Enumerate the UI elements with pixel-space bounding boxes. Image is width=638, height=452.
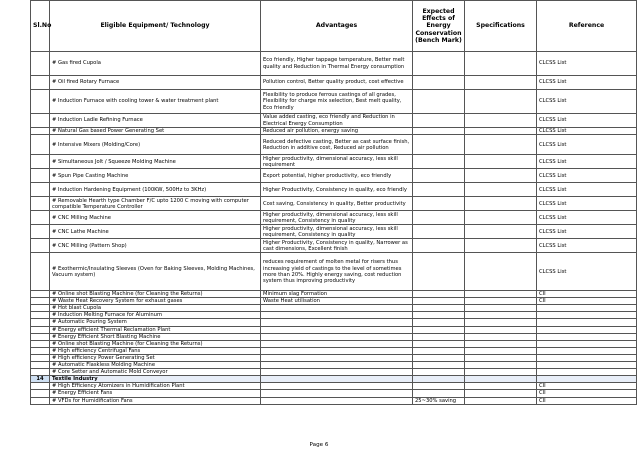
- energy-cell: [413, 326, 465, 333]
- spreadsheet-page: [30, 0, 636, 405]
- energy-cell: [413, 211, 465, 225]
- equipment-cell: # Induction Furnace with cooling tower & water treatment plant: [50, 90, 261, 114]
- energy-cell: [413, 383, 465, 390]
- equipment-cell: # Intensive Mixers (Molding/Core): [50, 135, 261, 155]
- table-row: [31, 211, 637, 225]
- table-row: [31, 326, 637, 333]
- equipment-cell: # Energy Efficient Short Blasting Machine: [50, 333, 261, 340]
- energy-cell: [413, 291, 465, 298]
- reference-cell: [537, 369, 637, 376]
- specifications-cell: [465, 128, 537, 135]
- reference-cell: [537, 333, 637, 340]
- reference-cell: [537, 362, 637, 369]
- advantages-cell: [261, 312, 413, 319]
- energy-cell: [413, 135, 465, 155]
- equipment-cell: # Removable Hearth type Chamber F/C upto 1200 C moving with computer compatible Temperature Controller: [50, 197, 261, 211]
- sl-cell: [31, 52, 50, 76]
- equipment-cell: # VFDs for Humidification Fans: [50, 397, 261, 404]
- specifications-cell: [465, 253, 537, 291]
- specifications-cell: [465, 114, 537, 128]
- page-number: Page 6: [309, 442, 329, 448]
- table-row: [31, 155, 637, 169]
- table-row: [31, 397, 637, 404]
- specifications-cell: [465, 225, 537, 239]
- specifications-cell: [465, 333, 537, 340]
- equipment-cell: # Automatic Pouring System: [50, 319, 261, 326]
- specifications-cell: [465, 90, 537, 114]
- equipment-cell: # Exothermic/Insulating Sleeves (Oven for Baking Sleeves, Molding Machines, Vacuum system): [50, 253, 261, 291]
- sl-cell: [31, 211, 50, 225]
- advantages-cell: Higher Productivity, Consistency in quality, Narrower as cast dimensions, Excellent finish: [261, 239, 413, 253]
- section-row: [31, 376, 637, 383]
- sl-cell: [31, 362, 50, 369]
- sl-cell: [31, 369, 50, 376]
- energy-cell: 25~30% saving: [413, 397, 465, 404]
- table-row: [31, 183, 637, 197]
- equipment-cell: # Oil fired Rotary Furnace: [50, 76, 261, 90]
- energy-cell: [413, 354, 465, 361]
- equipment-cell: # Online shot Blasting Machine (for Cleaning the Returns): [50, 340, 261, 347]
- advantages-cell: Pollution control, Better quality product, cost effective: [261, 76, 413, 90]
- reference-cell: CLCSS List: [537, 211, 637, 225]
- reference-cell: CLCSS List: [537, 135, 637, 155]
- advantages-cell: Higher productivity, dimensional accuracy, less skill requirement, Consistency in quality: [261, 211, 413, 225]
- sl-cell: [31, 128, 50, 135]
- sl-cell: [31, 114, 50, 128]
- sl-cell: [31, 239, 50, 253]
- reference-cell: CLCSS List: [537, 197, 637, 211]
- advantages-cell: [261, 397, 413, 404]
- energy-cell: [413, 376, 465, 383]
- header-specifications: Specifications: [465, 1, 537, 52]
- sl-cell: [31, 253, 50, 291]
- advantages-cell: [261, 333, 413, 340]
- equipment-cell: # Induction Melting Furnace for Aluminum: [50, 312, 261, 319]
- equipment-table: [30, 0, 637, 405]
- energy-cell: [413, 340, 465, 347]
- specifications-cell: [465, 326, 537, 333]
- table-row: [31, 347, 637, 354]
- reference-cell: CII: [537, 298, 637, 305]
- equipment-cell: # Gas fired Cupola: [50, 52, 261, 76]
- energy-cell: [413, 76, 465, 90]
- reference-cell: CLCSS List: [537, 90, 637, 114]
- specifications-cell: [465, 340, 537, 347]
- table-row: [31, 383, 637, 390]
- reference-cell: CLCSS List: [537, 52, 637, 76]
- advantages-cell: Higher Productivity, Consistency in quality, eco friendly: [261, 183, 413, 197]
- table-row: [31, 76, 637, 90]
- advantages-cell: Reduced air pollution, energy saving: [261, 128, 413, 135]
- advantages-cell: Reduced defective casting, Better as cast surface finish, Reduction in additive cost, Reduced air pollution: [261, 135, 413, 155]
- energy-cell: [413, 390, 465, 397]
- table-row: [31, 90, 637, 114]
- equipment-cell: # Automatic Flaskless Molding Machine: [50, 362, 261, 369]
- reference-cell: CLCSS List: [537, 169, 637, 183]
- reference-cell: [537, 319, 637, 326]
- advantages-cell: Waste Heat utilisation: [261, 298, 413, 305]
- equipment-cell: # Natural Gas based Power Generating Set: [50, 128, 261, 135]
- reference-cell: [537, 376, 637, 383]
- reference-cell: [537, 354, 637, 361]
- specifications-cell: [465, 390, 537, 397]
- sl-cell: [31, 197, 50, 211]
- reference-cell: CLCSS List: [537, 253, 637, 291]
- specifications-cell: [465, 319, 537, 326]
- energy-cell: [413, 239, 465, 253]
- energy-cell: [413, 114, 465, 128]
- table-row: [31, 305, 637, 312]
- table-row: [31, 291, 637, 298]
- sl-cell: [31, 312, 50, 319]
- sl-cell: [31, 326, 50, 333]
- advantages-cell: Higher productivity, dimensional accuracy, less skill requirement, Consistency in quality: [261, 225, 413, 239]
- specifications-cell: [465, 239, 537, 253]
- energy-cell: [413, 128, 465, 135]
- specifications-cell: [465, 183, 537, 197]
- advantages-cell: [261, 326, 413, 333]
- equipment-cell: # Energy Efficient Fans: [50, 390, 261, 397]
- sl-cell: [31, 354, 50, 361]
- equipment-cell: # Online shot Blasting Machine (for Cleaning the Returns): [50, 291, 261, 298]
- sl-cell: [31, 390, 50, 397]
- table-row: [31, 312, 637, 319]
- sl-cell: [31, 319, 50, 326]
- sl-cell: [31, 340, 50, 347]
- energy-cell: [413, 52, 465, 76]
- sl-cell: [31, 155, 50, 169]
- specifications-cell: [465, 312, 537, 319]
- equipment-cell: # CNC Milling Machine: [50, 211, 261, 225]
- table-row: [31, 362, 637, 369]
- reference-cell: [537, 340, 637, 347]
- equipment-cell: # CNC Lathe Machine: [50, 225, 261, 239]
- sl-cell: [31, 291, 50, 298]
- advantages-cell: Cost saving, Consistency in quality, Better productivity: [261, 197, 413, 211]
- advantages-cell: [261, 369, 413, 376]
- table-row: [31, 169, 637, 183]
- equipment-cell: # Induction Ladle Refining Furnace: [50, 114, 261, 128]
- sl-cell: [31, 347, 50, 354]
- advantages-cell: Export potential, higher productivity, eco friendly: [261, 169, 413, 183]
- table-row: [31, 128, 637, 135]
- specifications-cell: [465, 197, 537, 211]
- advantages-cell: Higher productivity, dimensional accuracy, less skill requirement: [261, 155, 413, 169]
- sl-cell: 14: [31, 376, 50, 383]
- header-reference: Reference: [537, 1, 637, 52]
- specifications-cell: [465, 169, 537, 183]
- advantages-cell: [261, 383, 413, 390]
- energy-cell: [413, 362, 465, 369]
- equipment-cell: # Spun Pipe Casting Machine: [50, 169, 261, 183]
- advantages-cell: [261, 354, 413, 361]
- equipment-cell: # Energy efficient Thermal Reclamation Plant: [50, 326, 261, 333]
- reference-cell: CLCSS List: [537, 183, 637, 197]
- reference-cell: [537, 305, 637, 312]
- header-row: [31, 1, 637, 52]
- sl-cell: [31, 90, 50, 114]
- sl-cell: [31, 169, 50, 183]
- advantages-cell: Value added casting, eco friendly and Reduction in Electrical Energy Consumption: [261, 114, 413, 128]
- energy-cell: [413, 347, 465, 354]
- energy-cell: [413, 90, 465, 114]
- advantages-cell: [261, 390, 413, 397]
- sl-cell: [31, 76, 50, 90]
- header-energy-conservation: Expected Effects of Energy Conservation (Bench Mark): [413, 1, 465, 52]
- advantages-cell: [261, 319, 413, 326]
- header-slno: Sl.No: [31, 1, 50, 52]
- table-row: [31, 340, 637, 347]
- reference-cell: CLCSS List: [537, 76, 637, 90]
- table-row: [31, 135, 637, 155]
- reference-cell: CLCSS List: [537, 128, 637, 135]
- equipment-cell: # Core Setter and Automatic Mold Conveyor: [50, 369, 261, 376]
- specifications-cell: [465, 376, 537, 383]
- reference-cell: [537, 312, 637, 319]
- equipment-cell: # CNC Milling (Pattern Shop): [50, 239, 261, 253]
- reference-cell: CLCSS List: [537, 239, 637, 253]
- advantages-cell: [261, 376, 413, 383]
- table-row: [31, 253, 637, 291]
- energy-cell: [413, 197, 465, 211]
- specifications-cell: [465, 383, 537, 390]
- energy-cell: [413, 298, 465, 305]
- sl-cell: [31, 298, 50, 305]
- advantages-cell: Eco friendly, Higher tappage temperature, Better melt quality and Reduction in Thermal Energy consumption: [261, 52, 413, 76]
- table-row: [31, 390, 637, 397]
- advantages-cell: Flexibility to produce ferrous castings of all grades, Flexibility for charge mix selection, Best melt quality, Eco friendly: [261, 90, 413, 114]
- energy-cell: [413, 333, 465, 340]
- energy-cell: [413, 155, 465, 169]
- energy-cell: [413, 312, 465, 319]
- table-row: [31, 319, 637, 326]
- advantages-cell: [261, 347, 413, 354]
- equipment-cell: Textile Industry: [50, 376, 261, 383]
- advantages-cell: Minimum slag Formation: [261, 291, 413, 298]
- sl-cell: [31, 135, 50, 155]
- specifications-cell: [465, 362, 537, 369]
- specifications-cell: [465, 135, 537, 155]
- energy-cell: [413, 253, 465, 291]
- reference-cell: CLCSS List: [537, 225, 637, 239]
- specifications-cell: [465, 347, 537, 354]
- table-row: [31, 114, 637, 128]
- header-equipment: Eligible Equipment/ Technology: [50, 1, 261, 52]
- specifications-cell: [465, 369, 537, 376]
- advantages-cell: reduces requirement of molten metal for risers thus increasing yield of castings to the level of sometimes more than 20%. Highly energy saving, cost reduction system thus improving productivity: [261, 253, 413, 291]
- energy-cell: [413, 183, 465, 197]
- energy-cell: [413, 319, 465, 326]
- specifications-cell: [465, 354, 537, 361]
- reference-cell: CII: [537, 397, 637, 404]
- sl-cell: [31, 225, 50, 239]
- equipment-cell: # Simultaneous Jolt / Squeeze Molding Machine: [50, 155, 261, 169]
- advantages-cell: [261, 305, 413, 312]
- advantages-cell: [261, 362, 413, 369]
- sl-cell: [31, 183, 50, 197]
- table-row: [31, 354, 637, 361]
- energy-cell: [413, 225, 465, 239]
- reference-cell: [537, 347, 637, 354]
- equipment-cell: # Hot blast Cupola: [50, 305, 261, 312]
- energy-cell: [413, 169, 465, 183]
- reference-cell: [537, 326, 637, 333]
- sl-cell: [31, 305, 50, 312]
- table-row: [31, 239, 637, 253]
- table-row: [31, 52, 637, 76]
- table-row: [31, 369, 637, 376]
- equipment-cell: # Waste Heat Recovery System for exhaust gases: [50, 298, 261, 305]
- specifications-cell: [465, 305, 537, 312]
- specifications-cell: [465, 52, 537, 76]
- reference-cell: CII: [537, 291, 637, 298]
- table-row: [31, 225, 637, 239]
- reference-cell: CLCSS List: [537, 114, 637, 128]
- header-advantages: Advantages: [261, 1, 413, 52]
- table-body: [31, 52, 637, 405]
- advantages-cell: [261, 340, 413, 347]
- equipment-cell: # High efficiency Power Generating Set: [50, 354, 261, 361]
- specifications-cell: [465, 291, 537, 298]
- specifications-cell: [465, 211, 537, 225]
- energy-cell: [413, 369, 465, 376]
- specifications-cell: [465, 298, 537, 305]
- equipment-cell: # Induction Hardening Equipment (100KW, 500Hz to 3KHz): [50, 183, 261, 197]
- sl-cell: [31, 397, 50, 404]
- reference-cell: CII: [537, 390, 637, 397]
- equipment-cell: # High Efficiency Atomizers in Humidification Plant: [50, 383, 261, 390]
- table-row: [31, 333, 637, 340]
- equipment-cell: # High efficiency Centrifugal Fans: [50, 347, 261, 354]
- reference-cell: CLCSS List: [537, 155, 637, 169]
- sl-cell: [31, 383, 50, 390]
- specifications-cell: [465, 76, 537, 90]
- specifications-cell: [465, 155, 537, 169]
- sl-cell: [31, 333, 50, 340]
- table-row: [31, 197, 637, 211]
- energy-cell: [413, 305, 465, 312]
- reference-cell: CII: [537, 383, 637, 390]
- specifications-cell: [465, 397, 537, 404]
- table-row: [31, 298, 637, 305]
